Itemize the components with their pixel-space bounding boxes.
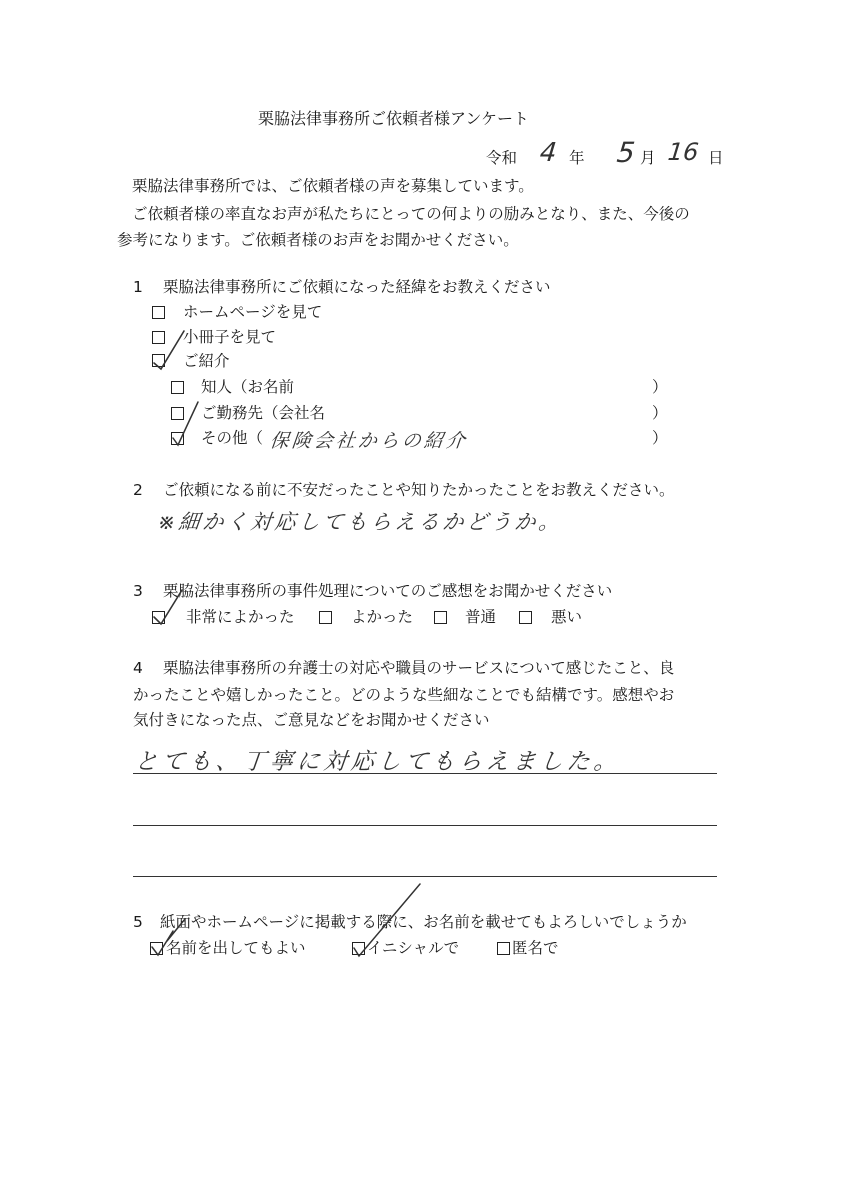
date-day-handwritten: 16 [666, 138, 701, 166]
option-label: ご紹介 [183, 352, 230, 370]
option-label: 名前を出してもよい [166, 939, 306, 957]
sub-option-label: その他（ [201, 429, 264, 447]
question-number: 5 [133, 913, 143, 931]
option-label: よかった [351, 608, 414, 626]
question-number: 3 [133, 582, 143, 600]
date-year-unit: 年 [569, 149, 585, 167]
paren-close: ） [652, 378, 668, 396]
intro-line: 参考になります。ご依頼者様のお声をお聞かせください。 [117, 231, 519, 249]
option-label: 非常によかった [186, 608, 295, 626]
question-text: 栗脇法律事務所にご依頼になった経緯をお教えください [163, 278, 551, 296]
checkbox-average[interactable] [434, 611, 447, 624]
date-month-unit: 月 [640, 149, 656, 167]
question-number: 2 [133, 481, 143, 499]
option-label: ホームページを見て [183, 303, 323, 321]
date-era: 令和 [486, 149, 518, 167]
option-label: 匿名で [512, 939, 559, 957]
question-number: 1 [133, 278, 143, 296]
paren-close: ） [652, 429, 668, 447]
date-month-handwritten: 5 [615, 136, 640, 169]
question-text: ご依頼になる前に不安だったことや知りたかったことをお教えください。 [163, 481, 675, 499]
checkmark-icon [150, 586, 190, 628]
option-label: 小冊子を見て [183, 328, 277, 346]
question-text: 紙面やホームページに掲載する際に、お名前を載せてもよろしいでしょうか [160, 913, 687, 931]
checkmark-icon [170, 398, 204, 448]
answer-line [133, 825, 717, 826]
checkmark-icon [150, 327, 190, 371]
other-handwritten-answer: 保険会社からの紹介 [268, 430, 470, 452]
question-text: 気付きになった点、ご意見などをお聞かせください [133, 711, 490, 729]
checkbox-bad[interactable] [519, 611, 532, 624]
form-title: 栗脇法律事務所ご依頼者様アンケート [258, 109, 530, 128]
paren-close: ） [652, 404, 668, 422]
question-number: 4 [133, 659, 143, 677]
handwritten-answer: ※細かく対応してもらえるかどうか。 [156, 510, 564, 534]
date-day-unit: 日 [708, 149, 724, 167]
answer-line [133, 773, 717, 774]
checkbox-anonymous[interactable] [497, 942, 510, 955]
option-label: 普通 [465, 608, 497, 626]
question-text: 栗脇法律事務所の弁護士の対応や職員のサービスについて感じたこと、良 [163, 659, 675, 677]
checkbox-good[interactable] [319, 611, 332, 624]
option-label: 悪い [551, 608, 583, 626]
date-year-handwritten: 4 [538, 138, 562, 168]
sub-option-label: ご勤務先（会社名 [201, 404, 326, 422]
intro-line: 栗脇法律事務所では、ご依頼者様の声を募集しています。 [132, 177, 534, 195]
sub-option-label: 知人（お名前 [201, 378, 295, 396]
checkbox-acquaintance[interactable] [171, 381, 184, 394]
question-text: 栗脇法律事務所の事件処理についてのご感想をお聞かせください [163, 582, 613, 600]
answer-line [133, 876, 717, 877]
checkbox-homepage[interactable] [152, 306, 165, 319]
question-text: かったことや嬉しかったこと。どのような些細なことでも結構です。感想やお [133, 686, 675, 704]
intro-line: ご依頼者様の率直なお声が私たちにとっての何よりの励みとなり、また、今後の [132, 205, 690, 223]
handwritten-answer: とても、丁寧に対応してもらえました。 [133, 749, 623, 775]
option-label: イニシャルで [367, 939, 460, 957]
